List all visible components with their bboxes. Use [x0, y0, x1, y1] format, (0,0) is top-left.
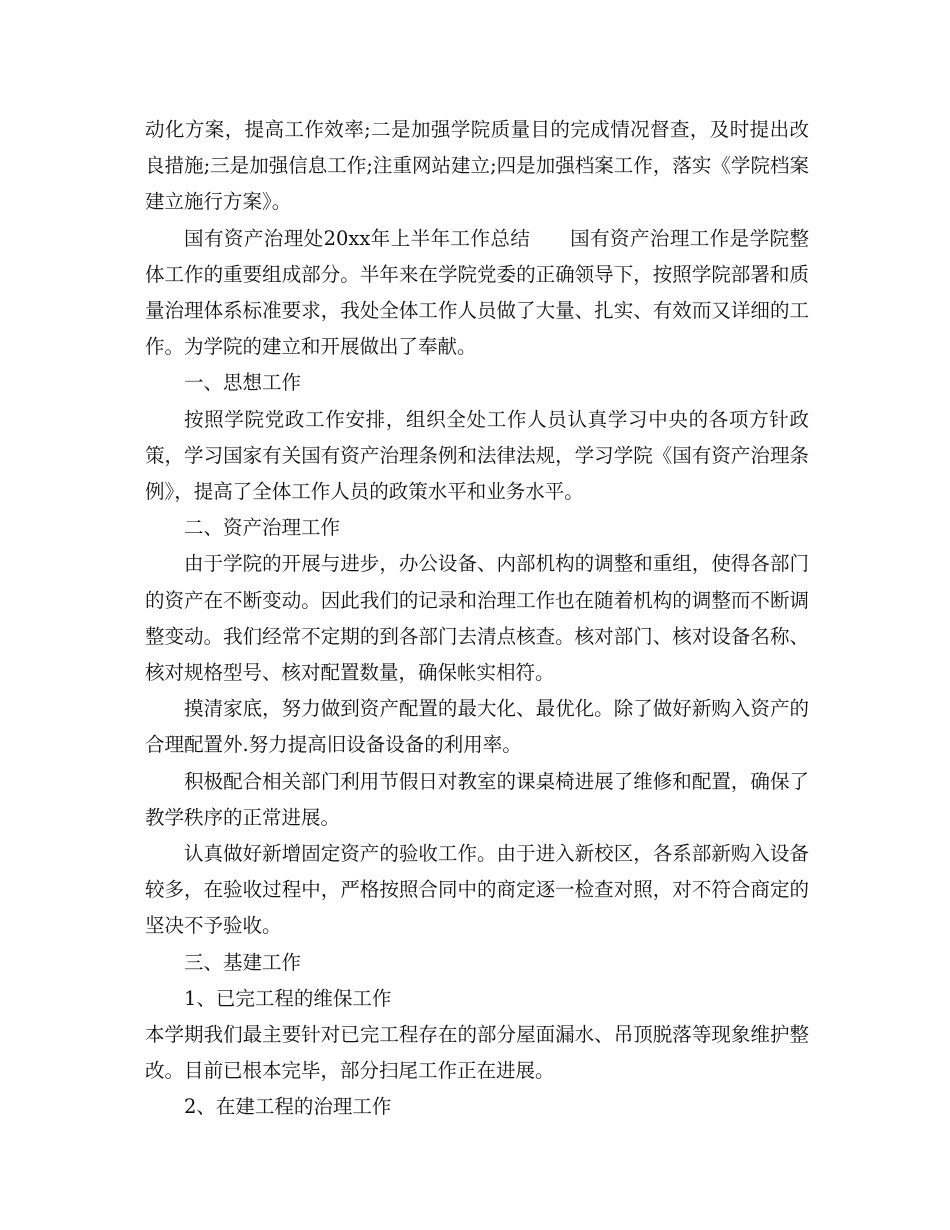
paragraph-3: 按照学院党政工作安排，组织全处工作人员认真学习中央的各项方针政策，学习国家有关国有资产治理条例和法律法规，学习学院《国有资产治理条例》，提高了全体工作人员的政策水平和业务水平。	[145, 407, 809, 504]
paragraph-1: 动化方案，提高工作效率;二是加强学院质量目的完成情况督查，及时提出改良措施;三是加强信息工作;注重网站建立;四是加强档案工作，落实《学院档案建立施行方案》。	[145, 118, 809, 214]
paragraph-4: 由于学院的开展与进步，办公设备、内部机构的调整和重组，使得各部门的资产在不断变动。因此我们的记录和治理工作也在随着机构的调整而不断调整变动。我们经常不定期的到各部门去清点核查。核对部门、核对设备名称、核对规格型号、核对配置数量，确保帐实相符。	[145, 552, 809, 685]
paragraph-5: 摸清家底，努力做到资产配置的最大化、最优化。除了做好新购入资产的合理配置外.努力提高旧设备设备的利用率。	[145, 697, 809, 757]
paragraph-2: 国有资产治理处20xx年上半年工作总结 国有资产治理工作是学院整体工作的重要组成部分。半年来在学院党委的正确领导下，按照学院部署和质量治理体系标准要求，我处全体工作人员做了大量、扎实、有效而又详细的工作。为学院的建立和开展做出了奉献。	[145, 226, 809, 359]
section-heading-3: 三、基建工作	[184, 950, 302, 974]
subsection-heading-1: 1、已完工程的维保工作	[184, 986, 392, 1010]
paragraph-6: 积极配合相关部门利用节假日对教室的课桌椅进展了维修和配置，确保了教学秩序的正常进展。	[145, 769, 809, 829]
document-body	[145, 112, 809, 1126]
paragraph-8: 本学期我们最主要针对已完工程存在的部分屋面漏水、吊顶脱落等现象维护整改。目前已根本完毕，部分扫尾工作正在进展。	[145, 1023, 809, 1083]
paragraph-7: 认真做好新增固定资产的验收工作。由于进入新校区，各系部新购入设备较多，在验收过程中，严格按照合同中的商定逐一检查对照，对不符合商定的坚决不予验收。	[145, 842, 809, 938]
subsection-heading-2: 2、在建工程的治理工作	[184, 1095, 392, 1119]
section-heading-1: 一、思想工作	[184, 371, 302, 395]
section-heading-2: 二、资产治理工作	[184, 516, 341, 540]
